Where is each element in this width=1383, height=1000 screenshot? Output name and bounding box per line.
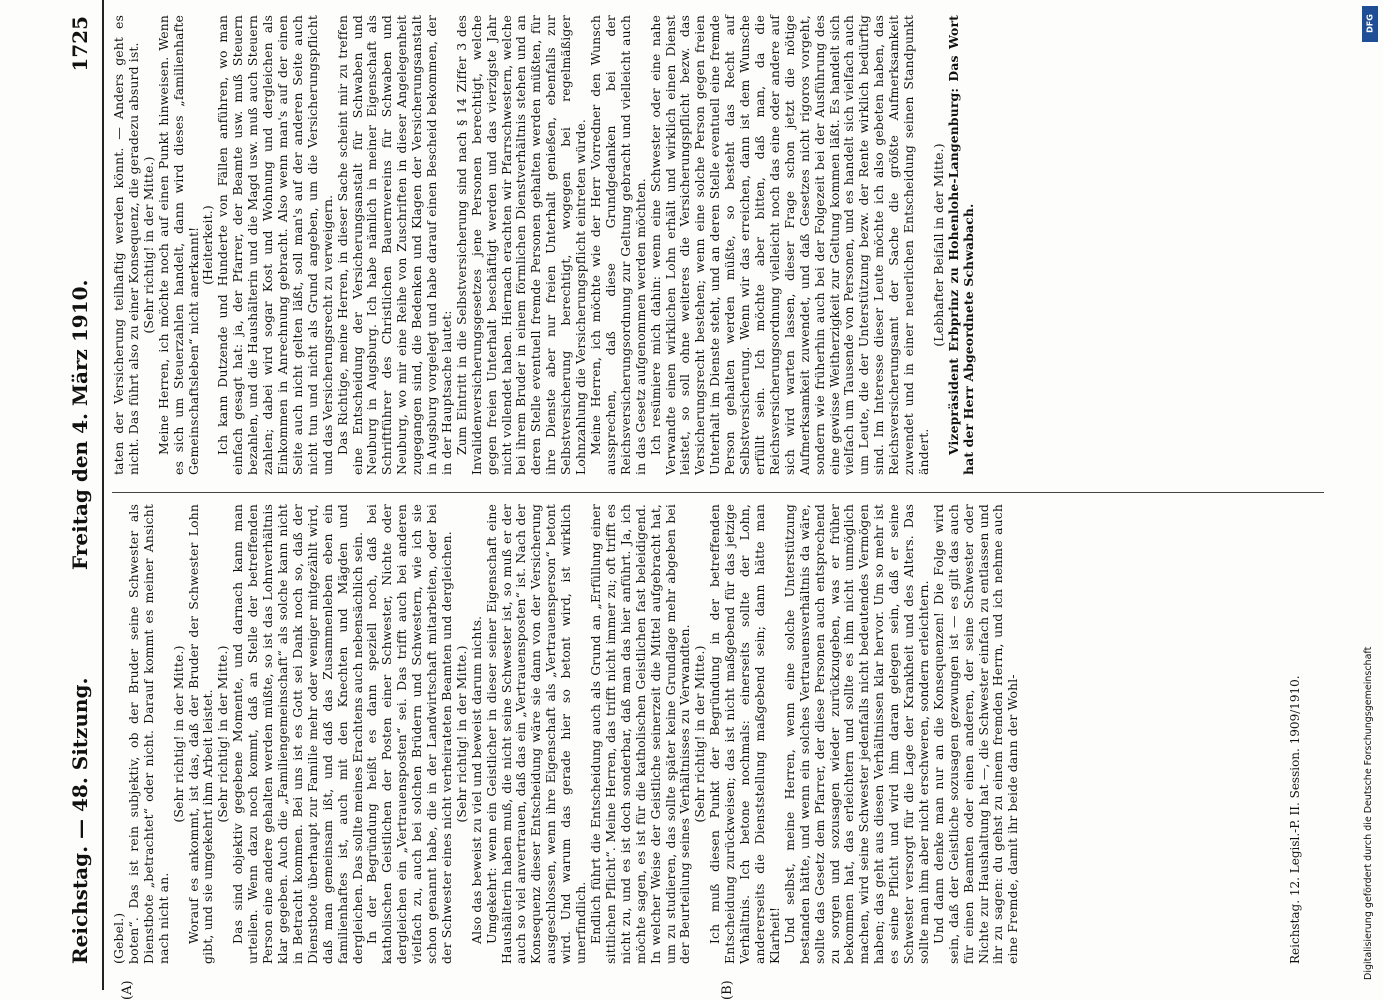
margin-marker-b: (B) bbox=[720, 980, 735, 1000]
paragraph: Also das beweist zu viel und beweist darum nichts. bbox=[468, 615, 484, 944]
header-session: Reichstag. — 48. Sitzung. bbox=[68, 677, 92, 964]
paragraph: Und selbst, meine Herren, wenn eine solche Unterstützung bestanden hätte, und wenn ein solches Vertrauensverhältnis da wäre, sollte das Gesetz dem Pfarrer, der diese Personen auch entsprechend zu sorgen und sozusagen wieder zurückzugeben, was er früher bekommen hat, das erleichtern und sollte es ihm nicht unmöglich machen, wird seine Schwester jedenfalls nicht bedeutendes Vermögen haben; das geht aus diesen Verhältnissen klar hervor. Um so mehr ist es seine Pflicht und wird ihm daran gelegen sein, daß er seine Schwester versorgt für die Lage der Krankheit und des Alters. Das sollte man ihm aber nicht erschweren, sondern erleichtern. bbox=[781, 504, 931, 964]
header-date: Freitag den 4. März 1910. bbox=[68, 279, 92, 570]
paragraph: Umgekehrt: wenn ein Geistlicher in dieser seiner Eigenschaft eine Haushälterin haben muß, die nicht seine Schwester ist, so muß er der auch so viel anvertrauen, daß das ein „Vertrauensposten“ ist. Nach der Konsequenz dieser Entscheidung wäre sie dann von der Versicherung ausgeschlossen, wenn ihre Eigenschaft als „Vertrauensperson“ betont wird. Und warum das gerade hier so betont wird, ist wirklich unerfindlich. bbox=[483, 504, 589, 964]
right-text-column bbox=[112, 15, 977, 475]
dfg-credit-strip bbox=[1358, 12, 1380, 988]
paragraph: (Sehr richtig! in der Mitte.) bbox=[215, 645, 231, 823]
dfg-credit-text: Digitalisierung gefördert durch die Deutsche Forschungsgemeinschaft bbox=[1363, 646, 1374, 980]
paragraph: Worauf es ankommt, ist das, daß der Bruder der Schwester Lohn gibt, und sie umgekehrt ihm Arbeit leistet. bbox=[185, 504, 216, 964]
paragraph: boten“. Das ist rein subjektiv, ob der Bruder seine Schwester als Dienstbote „betrachtet“ oder nicht. Darauf kommt es meiner Ansicht nach nicht an. bbox=[125, 504, 171, 964]
page-footer: Reichstag. 12. Legisl.-P. II. Session. 1909/1910. bbox=[1288, 675, 1302, 964]
header-column-number: 1725 bbox=[68, 16, 92, 72]
paragraph: Ich resümiere mich dahin: wenn eine Schwester oder eine nahe Verwandte einen wirklichen Lohn erhält und wirklich einen Dienst leistet, so soll ohne weiteres die Versicherungspflicht bezw. das Versicherungsrecht bestehen; wenn eine solche Person gegen freien Unterhalt im Dienste steht, und an deren Stelle eventuell eine fremde Person gehalten werden müßte, so besteht das Recht auf Selbstversicherung. Wenn wir das erreichen, dann ist dem Wunsche erfüllt sein. Ich möchte aber bitten, daß man, da die Reichsversicherungsordnung vielleicht noch das eine oder andere auf sich wird warten lassen, dieser Frage schon jetzt die nötige Aufmerksamkeit zuwendet, und daß Gesetzes nicht rigoros vorgeht, sondern wie früherhin auch bei der Folgezeit bei der Ausführung des eine gewisse Weitherzigkeit zur Geltung kommen läßt. Es handelt sich vielfach um Tausende von Personen, und es handelt sich vielfach auch um Leute, die der Unterstützung bezw. der Rente wirklich bedürftig sind. Im Interesse dieser Leute möchte ich also gebeten haben, das Reichsversicherungsamt der Sache die größte Aufmerksamkeit zuwendet und in einer neuerlichen Entscheidung seinen Standpunkt ändert. bbox=[647, 15, 931, 475]
paragraph: Zum Eintritt in die Selbstversicherung sind nach § 14 Ziffer 3 des Invalidenversicherungsgesetzes jene Personen berechtigt, welche gegen freien Unterhalt beschäftigt werden und das vierzigste Jahr nicht vollendet haben. Hiernach erachten wir Pfarrschwestern, welche bei ihrem Bruder in einem förmlichen Dienstverhältnis stehen und an deren Stelle eventuell fremde Personen gehalten werden müßten, für ihre Dienste aber nur freien Unterhalt genießen, ebenfalls zur Selbstversicherung berechtigt, wogegen bei regelmäßiger Lohnzahlung die Versicherungspflicht eintreten würde. bbox=[453, 15, 589, 475]
paragraph: In der Begründung heißt es dann speziell noch, daß bei katholischen Geistlichen der Posten einer Schwester, Nichte oder dergleichen ein „Vertrauensposten“ sei. Das trifft auch bei anderen vielfach zu, auch bei solchen Brüdern und Schwestern, wie ich sie schon genannt habe, die in der Landwirtschaft mitarbeiten, oder bei der Schwester eines nicht verheirateten Beamten und dergleichen. bbox=[364, 504, 454, 964]
dfg-logo-text: DFG bbox=[1365, 14, 1375, 33]
left-text-column bbox=[112, 504, 1021, 964]
margin-marker-a: (A) bbox=[120, 980, 135, 1000]
paragraph: Meine Herren, ich möchte noch auf einen Punkt hinweisen. Wenn es sich um Steuerzahlen handelt, dann wird dieses „familienhafte Gemeinschaftsleben“ nicht anerkannt! bbox=[155, 15, 201, 475]
paragraph: (Sehr richtig! in der Mitte.) bbox=[453, 645, 469, 823]
header-rule bbox=[102, 0, 104, 990]
paragraph: Ich kann Dutzende und Hunderte von Fällen anführen, wo man einfach gesagt hat: ja, der Pfarrer, der Beamte usw. muß Steuern bezahlen, und die Haushälterin und die Magd usw. muß auch Steuern zahlen; dabei wird sogar Kost und Wohnung und dergleichen als Einkommen in Anrechnung gebracht. Also wenn man's auf der einen Seite auch nicht gelten läßt, soll man's auf der anderen Seite auch nicht tun und nicht als Grund angeben, um die Versicherungspflicht und das Versicherungsrecht zu verweigern. bbox=[215, 15, 335, 475]
paragraph: (Gebel.) bbox=[111, 912, 126, 964]
paragraph: taten der Versicherung teilhaftig werden könnt. — Anders geht es nicht. Das führt also zu einer Konsequenz, die geradezu absurd ist. bbox=[111, 15, 141, 475]
paragraph: Das Richtige, meine Herren, in dieser Sache scheint mir zu treffen eine Entscheidung der Versicherungsanstalt für Schwaben und Neuburg in Augsburg. Ich habe nämlich in meiner Eigenschaft als Schriftführer des Christlichen Bauernvereins für Schwaben und Neuburg, wo mir eine Reihe von Zuschriften in dieser Angelegenheit zugegangen sind, die Bedenken und Klagen der Versicherungsanstalt in Augsburg vorgelegt und habe darauf einen Bescheid bekommen, der in der Hauptsache lautet: bbox=[334, 15, 454, 475]
paragraph: Meine Herren, ich möchte wie der Herr Vorredner den Wunsch aussprechen, daß diese Grundgedanken bei der Reichsversicherungsordnung zur Geltung gebracht und vielleicht auch in das Gesetz aufgenommen werden möchten. bbox=[588, 15, 648, 475]
paragraph: (Sehr richtig! in der Mitte.) bbox=[140, 156, 156, 334]
paragraph: Endlich führt die Entscheidung auch als Grund an „Erfüllung einer sittlichen Pflicht“. Meine Herren, das trifft nicht immer zu; oft trifft es nicht zu, und es ist doch sonderbar, daß man das hier anführt. Ja, ich möchte sagen, es ist für die katholischen Geistlichen fast beleidigend. In welcher Weise der Geistliche seinerzeit die Mittel aufgebracht hat, um zu studieren, das sollte später keine Grundlage mehr abgeben bei der Beurteilung seines Verhältnisses zu Verwandten. bbox=[588, 504, 693, 964]
rotated-page-content bbox=[60, 0, 1360, 1000]
paragraph: (Lebhafter Beifall in der Mitte.) bbox=[930, 143, 946, 347]
column-separator bbox=[112, 492, 1324, 493]
paragraph: Das sind objektiv gegebene Momente, und darnach kann man urteilen. Wenn dazu noch kommt, daß an Stelle der betreffenden Person eine andere gehalten werden müßte, so ist das Lohnverhältnis klar gegeben. Auch die „Familiengemeinschaft“ als solche kann nicht in Betracht kommen. Bei uns ist es Gott sei Dank noch so, daß der Dienstbote überhaupt zur Familie mehr oder weniger mitgezählt wird, daß man gemeinsam ißt, und daß das Zusammenleben eben ein familienhaftes ist, auch mit den Knechten und Mägden und dergleichen. Das sollte meines Erachtens auch nebensächlich sein. bbox=[230, 504, 365, 964]
paragraph: Ich muß diesen Punkt der Begründung in der betreffenden Entscheidung zurückweisen; das ist nicht maßgebend für das jetzige Verhältnis. Ich betone nochmals: einerseits sollte der Lohn, andererseits die Dienststellung maßgebend sein; dann hätte man Klarheit! bbox=[707, 504, 782, 964]
page-header bbox=[60, 0, 100, 1000]
dfg-logo bbox=[1362, 6, 1378, 42]
paragraph: Und dann denke man nur an die Konsequenzen! Die Folge wird sein, daß der Geistliche sozusagen gezwungen ist — es gilt das auch für einen Beamten oder einen anderen, der seine Schwester oder Nichte zur Haushaltung hat —, die Schwester einfach zu entlassen und ihr zu sagen: du gehst zu einem fremden Herrn, und ich nehme auch eine Fremde, damit ihr beide dann der Wohl- bbox=[930, 504, 1021, 964]
paragraph: (Heiterkeit.) bbox=[200, 205, 216, 285]
paragraph: (Sehr richtig! in der Mitte.) bbox=[692, 645, 708, 823]
paragraph: Vizepräsident Erbprinz zu Hohenlohe-Langenburg: Das Wort hat der Herr Abgeordnete Schwabach. bbox=[945, 15, 976, 475]
paragraph: (Sehr richtig! in der Mitte.) bbox=[170, 645, 186, 823]
